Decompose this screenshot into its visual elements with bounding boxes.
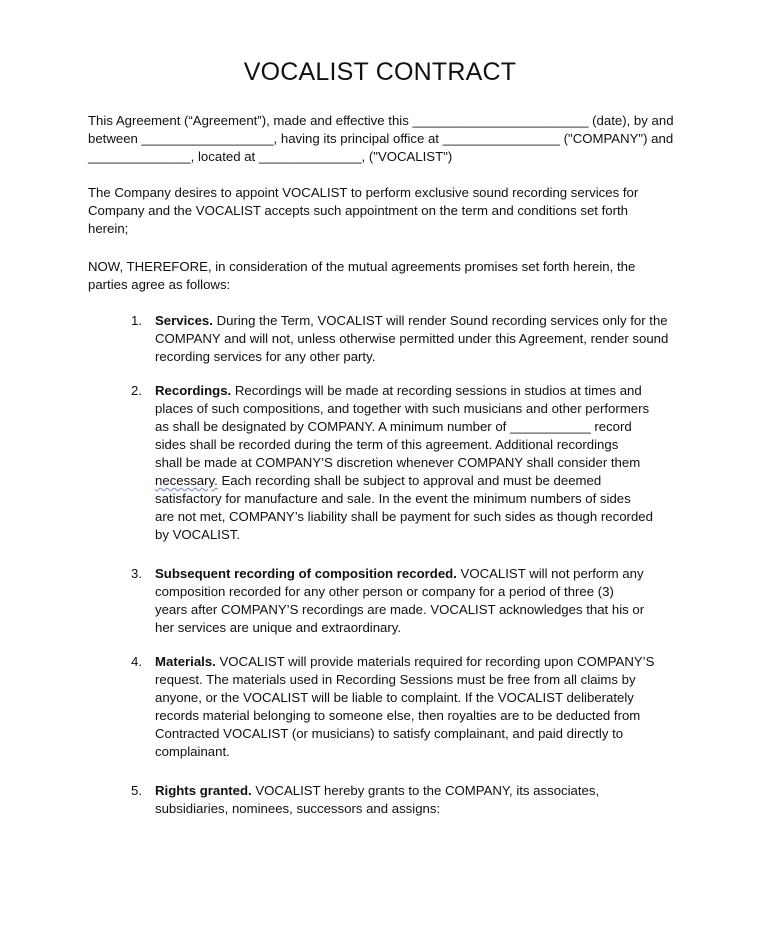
clause-body <box>155 312 695 366</box>
clause-heading: Rights granted. <box>155 783 252 798</box>
clause-line: composition recorded for any other person or company for a period of three (3) <box>155 584 614 599</box>
whereas-paragraph <box>88 258 700 294</box>
clause-line: COMPANY and will not, unless otherwise permitted under this Agreement, render sound <box>155 331 669 346</box>
clause-line: subsidiaries, nominees, successors and assigns: <box>155 801 441 816</box>
clause-line: shall be made at COMPANY’S discretion whenever COMPANY shall consider them <box>155 455 641 470</box>
whereas-line: parties agree as follows: <box>88 277 231 292</box>
clause-line: necessary. Each recording shall be subject to approval and must be deemed <box>155 473 602 488</box>
document-title: VOCALIST CONTRACT <box>243 58 517 86</box>
clause-line: her services are unique and extraordinary. <box>155 620 402 635</box>
clause-line: sides shall be recorded during the term of this agreement. Additional recordings <box>155 437 619 452</box>
clause-line: Recordings will be made at recording sessions in studios at times and <box>231 383 642 398</box>
clause-number: 1. <box>131 313 142 328</box>
intro-line: between __________________, having its principal office at ________________ ("COMPANY") and <box>88 131 674 146</box>
clause-line: places of such compositions, and together with such musicians and other performers <box>155 401 650 416</box>
clause-line: as shall be designated by COMPANY. A minimum number of ___________ record <box>155 419 632 434</box>
intro-line: ______________, located at ______________, ("VOCALIST") <box>88 149 453 164</box>
clause-line: anyone, or the VOCALIST will be liable to complaint. If the VOCALIST deliberately <box>155 690 634 705</box>
clause-number: 4. <box>131 654 142 669</box>
intro-paragraph <box>88 112 700 166</box>
clause-line: VOCALIST will provide materials required for recording upon COMPANY’S <box>215 654 655 669</box>
clause-line: satisfactory for manufacture and sale. In the event the minimum numbers of sides <box>155 491 631 506</box>
clause-line: complainant. <box>155 744 230 759</box>
clause-line: VOCALIST will not perform any <box>456 566 644 581</box>
clause-line: are not met, COMPANY’s liability shall be payment for such sides as though recorded <box>155 509 653 524</box>
recital-paragraph <box>88 184 700 238</box>
clause-line: recording services for any other party. <box>155 349 376 364</box>
clause-number: 2. <box>131 383 142 398</box>
clause-heading: Services. <box>155 313 213 328</box>
clause-line: Contracted VOCALIST (or musicians) to satisfy complainant, and paid directly to <box>155 726 624 741</box>
intro-line: This Agreement (“Agreement”), made and effective this ________________________ (date), by and <box>88 113 674 128</box>
clause-number: 3. <box>131 566 142 581</box>
recital-line: herein; <box>88 221 129 236</box>
clause-heading: Materials. <box>155 654 216 669</box>
clause-line: by VOCALIST. <box>155 527 241 542</box>
clause-heading: Recordings. <box>155 383 232 398</box>
recital-line: Company and the VOCALIST accepts such appointment on the term and conditions set forth <box>88 203 629 218</box>
clause-line: VOCALIST hereby grants to the COMPANY, its associates, <box>251 783 600 798</box>
spellcheck-word: necessary. <box>155 473 218 488</box>
clause-body <box>155 782 695 818</box>
clause-heading: Subsequent recording of composition recorded. <box>155 566 457 581</box>
whereas-line: NOW, THEREFORE, in consideration of the mutual agreements promises set forth herein, the <box>88 259 636 274</box>
clause-line: During the Term, VOCALIST will render Sound recording services only for the <box>212 313 668 328</box>
recital-line: The Company desires to appoint VOCALIST to perform exclusive sound recording services for <box>88 185 639 200</box>
clause-line: request. The materials used in Recording Sessions must be free from all claims by <box>155 672 636 687</box>
clause-line: years after COMPANY’S recordings are made. VOCALIST acknowledges that his or <box>155 602 645 617</box>
clause-line: records material belonging to someone else, then royalties are to be deducted from <box>155 708 641 723</box>
clause-body <box>155 382 695 544</box>
clause-body <box>155 565 695 637</box>
clause-number: 5. <box>131 783 142 798</box>
clause-body <box>155 653 695 761</box>
